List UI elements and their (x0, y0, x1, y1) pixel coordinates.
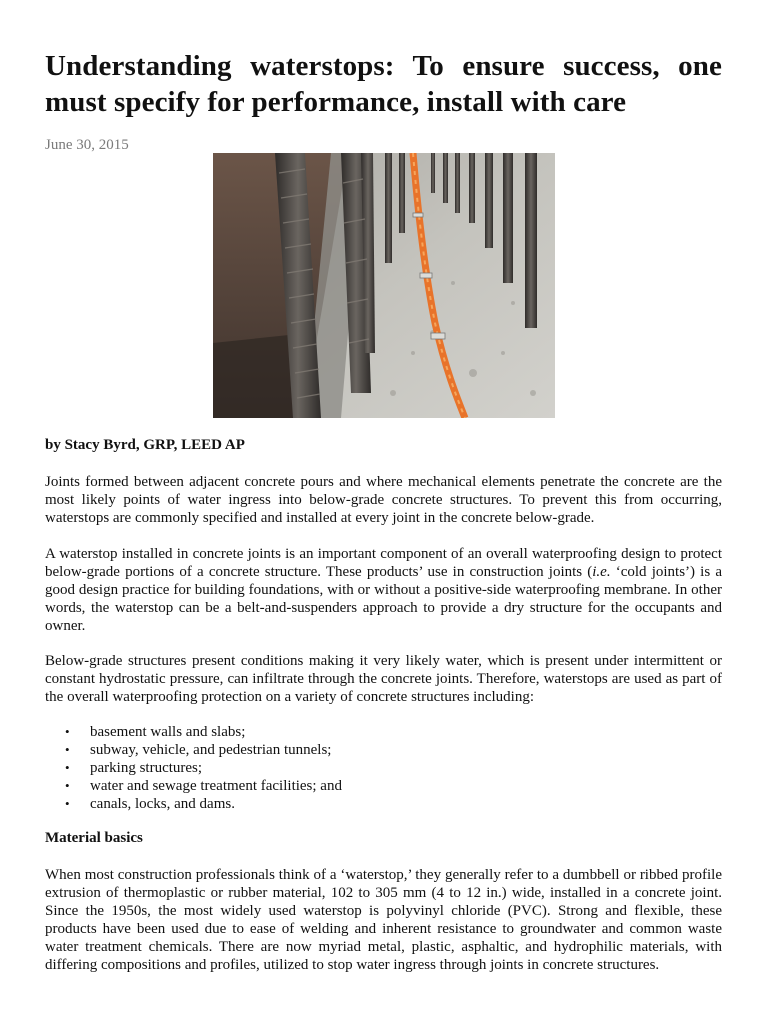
publish-date: June 30, 2015 (45, 137, 129, 153)
bullet: • (65, 778, 70, 793)
paragraph2-italic: i.e. (592, 564, 611, 580)
paragraph-below-grade: Below-grade structures present conditions making it very likely water, which is present under intermittent or constant hydrostatic pressure, can infiltrate through the concrete joints. Therefore, waterstops are used as part of the overall waterproofing protection on a variety of concrete structures including: (45, 653, 722, 705)
list-item (45, 759, 342, 777)
paragraph-waterstop-component (45, 545, 722, 635)
section-heading: Material basics (45, 830, 143, 846)
paragraph2-after: ‘cold joints’) is a good design practice for building foundations, with or without a positive-side waterproofing membrane. In other words, the waterstop can be a belt-and-suspenders approach to provide a dry structure for the occupants and owner. (45, 564, 722, 634)
list-item-text: parking structures; (90, 760, 203, 776)
structure-list (45, 723, 342, 813)
article-title: Understanding waterstops: To ensure success, one must specify for performance, install with care (45, 50, 722, 118)
list-item-text: water and sewage treatment facilities; and (90, 778, 342, 794)
byline: by Stacy Byrd, GRP, LEED AP (45, 437, 245, 453)
bullet: • (65, 742, 70, 757)
rebar-waterstop-image (213, 153, 555, 418)
list-item-text: subway, vehicle, and pedestrian tunnels; (90, 742, 332, 758)
bullet: • (65, 760, 70, 775)
list-item (45, 723, 342, 741)
list-item-text: basement walls and slabs; (90, 724, 246, 740)
list-item (45, 777, 342, 795)
list-item (45, 795, 342, 813)
paragraph-material-basics: When most construction professionals think of a ‘waterstop,’ they generally refer to a dumbbell or ribbed profile extrusion of thermoplastic or rubber material, 102 to 305 mm (4 to 12 in.) wide, installed in a concrete joint. Since the 1950s, the most widely used waterstop is polyvinyl chloride (PVC). Strong and flexible, these products have been used due to ease of welding and inherent resistance to groundwater and common waste water treatment chemicals. There are now myriad metal, plastic, asphaltic, and hydrophilic materials, with differing compositions and profiles, utilized to stop water ingress through joints in concrete structures. (45, 867, 722, 973)
paragraph-intro: Joints formed between adjacent concrete pours and where mechanical elements penetrate the concrete are the most likely points of water ingress into below-grade concrete structures. To prevent this from occurring, waterstops are commonly specified and installed at every joint in the concrete below-grade. (45, 474, 722, 526)
list-item (45, 741, 342, 759)
list-item-text: canals, locks, and dams. (90, 796, 235, 812)
paragraph2-before: A waterstop installed in concrete joints is an important component of an overall waterproofing design to protect below-grade portions of a concrete structure. These products’ use in construction joints ( (45, 546, 722, 580)
article-photo (213, 153, 555, 418)
bullet: • (65, 724, 70, 739)
bullet: • (65, 796, 70, 811)
